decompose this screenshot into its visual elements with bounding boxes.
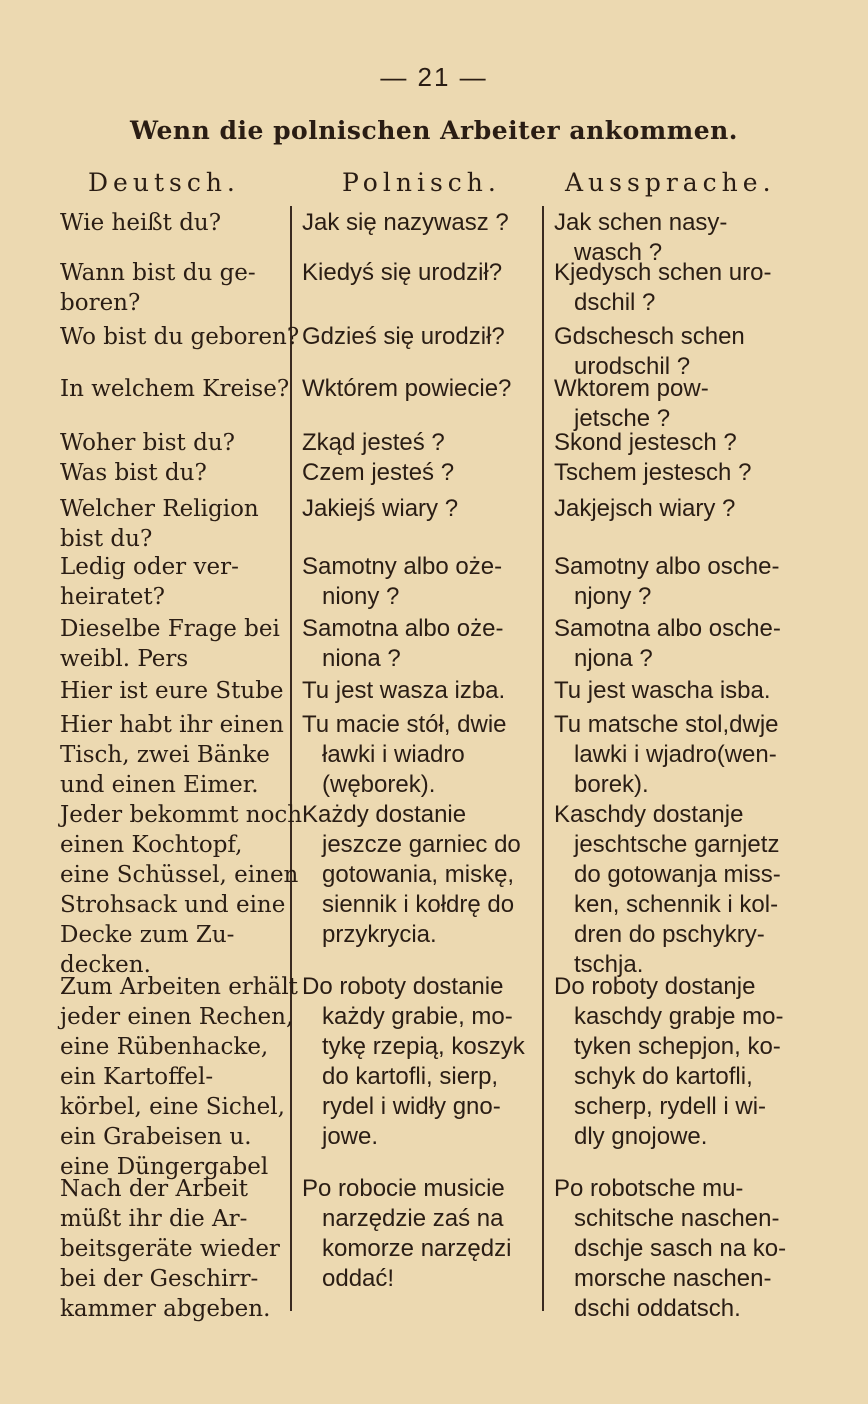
column-header-german: Deutsch. xyxy=(88,168,240,197)
polish-phrase: Po robocie musicie narzędzie zaś na komorze narzędzi oddać! xyxy=(302,1175,512,1292)
german-phrase: Nach der Arbeit müßt ihr die Ar- beitsgeräte wieder bei der Geschirr- kammer abgeben. xyxy=(60,1176,280,1322)
german-phrase: Woher bist du? Was bist du? xyxy=(60,430,235,486)
pronunciation-phrase: Do roboty dostanje kaschdy grabje mo- tyken schepjon, ko- schyk do kartofli, scherp, rydell i wi- dly gnojowe. xyxy=(554,973,784,1150)
polish-phrase: Tu macie stół, dwie ławki i wiadro (węborek). xyxy=(302,711,507,798)
polish-phrase: Do roboty dostanie każdy grabie, mo- tykę rzepią, koszyk do kartofli, sierp, rydel i widły gno- jowe. xyxy=(302,973,525,1150)
german-phrase: Hier habt ihr einen Tisch, zwei Bänke und einen Eimer. xyxy=(60,712,284,798)
german-phrase: In welchem Kreise? xyxy=(60,376,290,402)
polish-phrase: Samotna albo oże- niona ? xyxy=(302,615,504,672)
pronunciation-phrase: Samotny albo osche- njony ? xyxy=(554,553,780,610)
pronunciation-phrase: Tu matsche stol,dwje lawki i wjadro(wen- borek). xyxy=(554,711,779,798)
pronunciation-phrase: Gdschesch schen urodschil ? xyxy=(554,323,745,380)
polish-phrase: Gdzieś się urodził? xyxy=(302,323,505,350)
german-phrase: Jeder bekommt noch einen Kochtopf, eine Schüssel, einen Strohsack und eine Decke zum Zu- decken. xyxy=(60,802,303,978)
german-phrase: Hier ist eure Stube xyxy=(60,678,284,704)
polish-phrase: Jakiejś wiary ? xyxy=(302,495,459,522)
polish-phrase: Tu jest wasza izba. xyxy=(302,677,506,704)
german-phrase: Wie heißt du? xyxy=(60,210,222,236)
german-phrase: Zum Arbeiten erhält jeder einen Rechen, eine Rübenhacke, ein Kartoffel- körbel, eine Sichel, ein Grabeisen u. eine Düngergabel xyxy=(60,974,298,1180)
polish-phrase: Wktórem powiecie? xyxy=(302,375,512,402)
pronunciation-phrase: Kjedysch schen uro- dschil ? xyxy=(554,259,772,316)
polish-phrase: Każdy dostanie jeszcze garniec do gotowania, miskę, siennik i kołdrę do przykrycia. xyxy=(302,801,521,948)
polish-phrase: Samotny albo oże- niony ? xyxy=(302,553,503,610)
german-phrase: Dieselbe Frage bei weibl. Pers xyxy=(60,616,280,672)
column-divider-right xyxy=(542,206,544,1311)
pronunciation-phrase: Kaschdy dostanje jeschtsche garnjetz do gotowanja miss- ken, schennik i kol- dren do pschykry- tschja. xyxy=(554,801,781,978)
polish-phrase: Zkąd jesteś ? Czem jesteś ? xyxy=(302,429,455,486)
german-phrase: Ledig oder ver- heiratet? xyxy=(60,554,239,610)
polish-phrase: Kiedyś się urodził? xyxy=(302,259,503,286)
pronunciation-phrase: Jakjejsch wiary ? xyxy=(554,495,736,522)
pronunciation-phrase: Skond jestesch ? Tschem jestesch ? xyxy=(554,429,752,486)
page-number: — 21 — xyxy=(380,62,488,92)
german-phrase: Wann bist du ge- boren? xyxy=(60,260,256,316)
column-header-polish: Polnisch. xyxy=(342,168,501,197)
polish-phrase: Jak się nazywasz ? xyxy=(302,209,509,236)
german-phrase: Wo bist du geboren? xyxy=(60,324,300,350)
column-header-pronunciation: Aussprache. xyxy=(565,168,776,197)
page-title: Wenn die polnischen Arbeiter ankommen. xyxy=(129,116,738,145)
pronunciation-phrase: Wktorem pow- jetsche ? xyxy=(554,375,709,432)
pronunciation-phrase: Po robotsche mu- schitsche naschen- dschje sasch na ko- morsche naschen- dschi oddatsch. xyxy=(554,1175,787,1322)
pronunciation-phrase: Samotna albo osche- njona ? xyxy=(554,615,781,672)
pronunciation-phrase: Jak schen nasy- wasch ? xyxy=(554,209,728,266)
german-phrase: Welcher Religion bist du? xyxy=(60,496,259,552)
pronunciation-phrase: Tu jest wascha isba. xyxy=(554,677,771,704)
